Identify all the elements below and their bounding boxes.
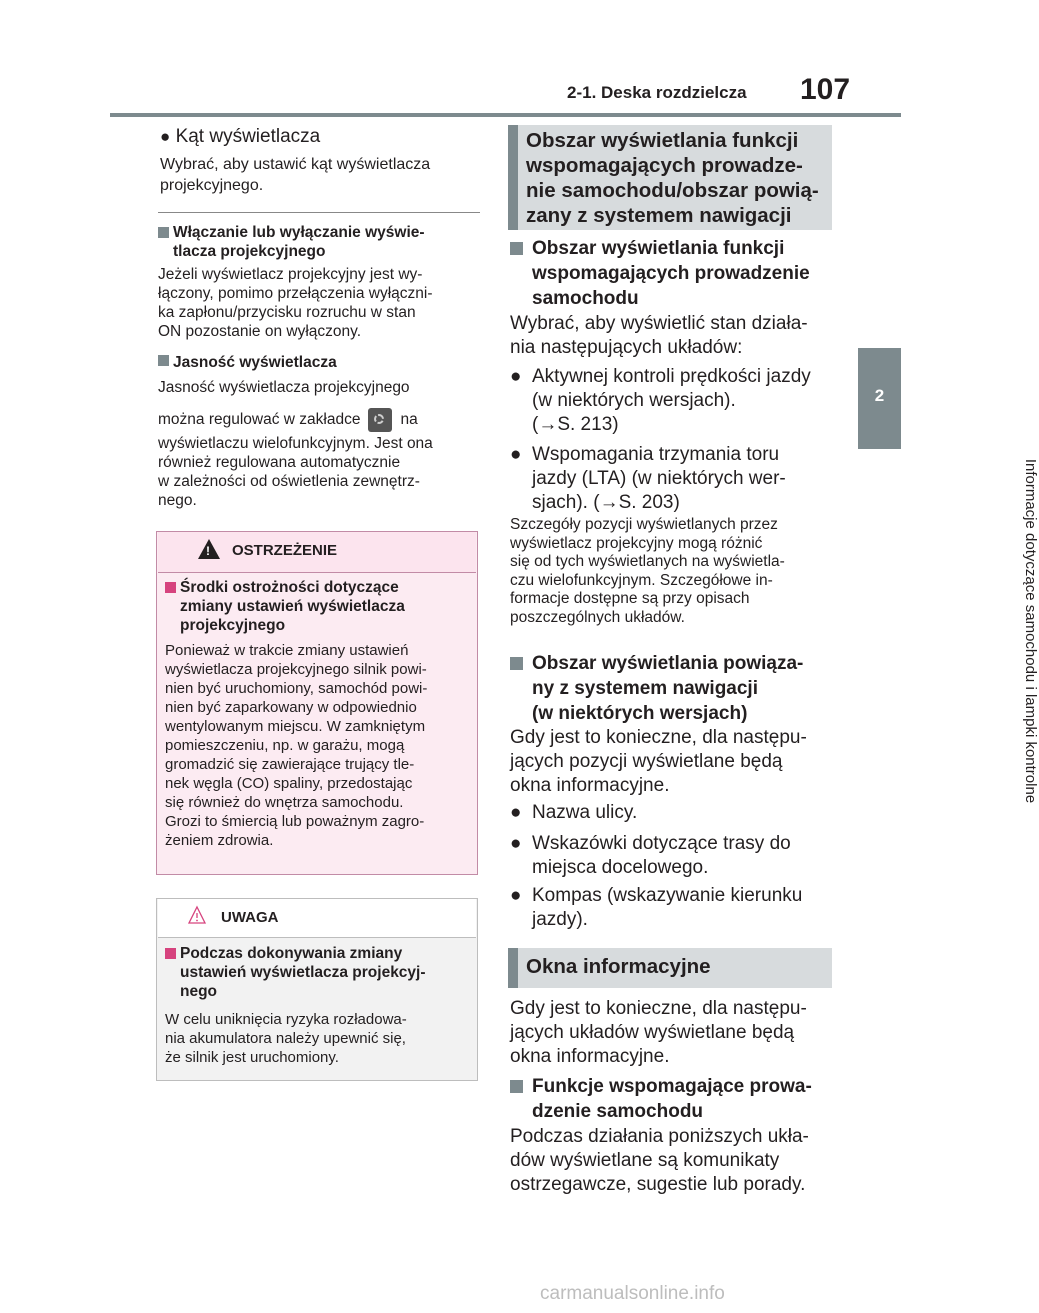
square-bullet-icon [158,355,169,366]
warning-heading [165,578,470,635]
paragraph-info-windows: Gdy jest to konieczne, dla następu- jących układów wyświetlane będą okna informacyjne. [510,998,807,1067]
warning-title: OSTRZEŻENIE [232,542,338,559]
paragraph-brightness-c: wyświetlaczu wielofunkcyjnym. Jest ona również regulowana automatycznie w zależności od oświetlenia zewnętrz- nego. [158,435,433,509]
bullet-title: Kąt wyświetlacza [175,126,321,147]
subheading-toggle-display [158,223,478,261]
bullet-icon: ● [510,802,522,823]
chapter-title-vertical: Informacje dotyczące samochodu i lampki kontrolne [1022,458,1039,804]
text-fragment: można regulować w zakładce [158,411,361,429]
paragraph-brightness-a: Jasność wyświetlacza projekcyjnego [158,379,410,396]
paragraph-brightness-b [158,408,480,432]
header-rule [110,113,901,117]
subheading-text: Włączanie lub wyłączanie wyświe- tlacza projekcyjnego [173,224,425,260]
settings-gear-icon [368,408,392,432]
heading-driving-assist: Obszar wyświetlania funkcji wspomagających prowadzenie samochodu [532,238,810,309]
bullet-route-guidance: Wskazówki dotyczące trasy do miejsca docelowego. [532,833,791,878]
chapter-number: 2 [874,386,885,405]
bullet-street-name: Nazwa ulicy. [532,802,638,823]
bullet-icon: ● [160,127,171,146]
caution-text: W celu uniknięcia ryzyka rozładowa- nia akumulatora należy upewnić się, że silnik jest uruchomiony. [165,1011,407,1066]
warning-divider [158,572,476,573]
small-note: Szczegóły pozycji wyświetlanych przez wyświetlacz projekcyjny mogą różnić się od tych wyświetlanych na wyświetla- czu wielofunkcyjnym. Szczegółowe in- formacje dostępne są przy opisach poszczególnych układów. [510,516,785,626]
chapter-tab [858,348,901,449]
subheading-text: Jasność wyświetlacza [173,354,337,371]
square-bullet-icon [510,1080,523,1093]
square-bullet-icon [158,227,169,238]
square-bullet-icon [510,242,523,255]
section-title: 2-1. Deska rozdzielcza [567,83,747,102]
bullet-icon: ● [510,885,522,906]
heading-navigation: Obszar wyświetlania powiąza- ny z systemem nawigacji (w niektórych wersjach) [532,653,804,724]
bullet-icon: ● [510,366,522,387]
bullet-compass: Kompas (wskazywanie kierunku jazdy). [532,885,803,930]
square-bullet-icon [510,657,523,670]
divider [158,212,480,213]
paragraph-toggle-display: Jeżeli wyświetlacz projekcyjny jest wy- łączony, pomimo przełączenia wyłączni- ka zapłonu/przycisku rozruchu w stan ON pozostanie on wyłączony. [158,266,433,340]
subheading-brightness [158,353,478,372]
paragraph-navigation: Gdy jest to konieczne, dla następu- jących pozycji wyświetlane będą okna informacyjne. [510,727,807,796]
warning-heading-text: Środki ostrożności dotyczące zmiany ustawień wyświetlacza projekcyjnego [180,579,405,634]
watermark: carmanualsonline.info [540,1283,725,1304]
heading-assist-functions: Funkcje wspomagające prowa- dzenie samochodu [532,1076,812,1122]
paragraph-assist-functions: Podczas działania poniższych ukła- dów wyświetlane są komunikaty ostrzegawcze, sugestie lub porady. [510,1126,809,1195]
section-bar-info-windows: Okna informacyjne [508,948,832,988]
caution-title: UWAGA [221,909,279,926]
text-fragment: na [400,411,418,429]
caution-triangle-icon [188,906,206,924]
caution-heading-text: Podczas dokonywania zmiany ustawień wyświetlacza projekcyj- nego [180,945,426,1000]
square-bullet-icon [165,582,176,593]
bullet-icon: ● [510,444,522,465]
bullet-icon: ● [510,833,522,854]
bullet-description: Wybrać, aby ustawić kąt wyświetlacza projekcyjnego. [160,156,431,194]
bullet-acc: Aktywnej kontroli prędkości jazdy (w niektórych wersjach). (→S. 213) [532,366,811,435]
caution-heading [165,944,470,1001]
bullet-display-angle [160,126,320,148]
warning-exclamation: ! [206,544,210,558]
caution-divider [158,937,476,938]
warning-text: Ponieważ w trakcie zmiany ustawień wyświetlacza projekcyjnego silnik powi- nien być uruchomiony, samochód powi- nien być zaparkowany w odpowiednio wentylowanym miejscu. W zamkniętym pomieszczeniu, np. w garażu, mogą gromadzić się zawierające trujący tle- nek węgla (CO) spaliny, przedostając się również do wnętrza samochodu. Grozi to śmiercią lub poważnym zagro- żeniem zdrowia. [165,642,428,849]
square-bullet-icon [165,948,176,959]
paragraph-driving-assist: Wybrać, aby wyświetlić stan działa- nia następujących układów: [510,313,808,358]
section-bar-display-area: Obszar wyświetlania funkcji wspomagających prowadze- nie samochodu/obszar powią- zany z systemem nawigacji [508,125,832,230]
bullet-lta: Wspomagania trzymania toru jazdy (LTA) (w niektórych wer- sjach). (→S. 203) [532,444,786,513]
page-number: 107 [800,73,851,106]
